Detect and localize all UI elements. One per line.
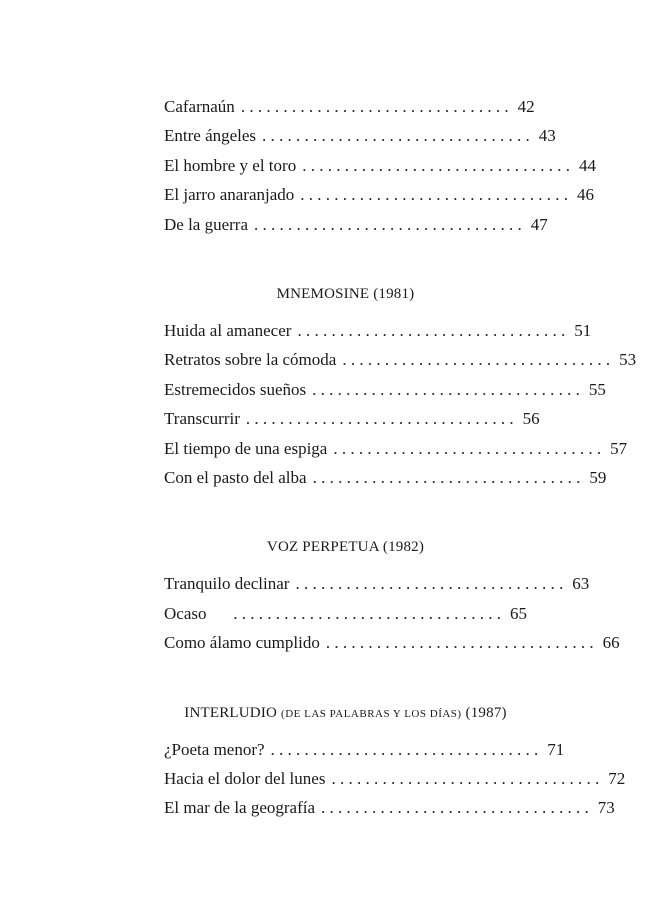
dot-leader: . . . . . . . . . . . . . . . . . . . . . . . . . . . . . . . . — [342, 350, 611, 370]
dot-leader: . . . . . . . . . . . . . . . . . . . . . . . . . . . . . . . . — [297, 321, 566, 340]
entry-page-number: 73 — [597, 798, 615, 818]
entry-title: Cafarnaún — [164, 97, 235, 116]
toc-entry — [164, 348, 637, 372]
entry-title: El mar de la geografía — [164, 798, 316, 818]
entry-title: Huida al amanecer — [164, 321, 292, 340]
entry-title: Retratos sobre la cómoda — [164, 350, 337, 370]
section-heading-year: (1987) — [465, 704, 507, 721]
dot-leader: . . . . . . . . . . . . . . . . . . . . . . . . . . . . . . . . — [300, 185, 569, 205]
toc-entry — [164, 796, 615, 820]
dot-leader: . . . . . . . . . . . . . . . . . . . . . . . . . . . . . . . . — [262, 126, 530, 146]
entry-page-number: 65 — [510, 603, 527, 623]
toc-entry — [164, 95, 535, 119]
dot-leader: . . . . . . . . . . . . . . . . . . . . . . . . . . . . . . . . — [312, 379, 580, 399]
section-heading-year: (1982) — [382, 539, 425, 556]
entry-title: Transcurrir — [164, 409, 240, 429]
dot-leader: . . . . . . . . . . . . . . . . . . . . . . . . . . . . . . . . — [270, 739, 539, 759]
toc-entry — [164, 466, 607, 490]
dot-leader: . . . . . . . . . . . . . . . . . . . . . . . . . . . . . . . . — [295, 574, 564, 594]
toc-entry — [164, 437, 628, 461]
entry-page-number: 51 — [574, 321, 592, 340]
toc-entry — [164, 124, 556, 148]
entry-title: Entre ángeles — [164, 126, 257, 146]
entry-title: Tranquilo declinar — [164, 574, 290, 594]
toc-entry — [164, 378, 606, 402]
entry-page-number: 57 — [610, 438, 628, 458]
dot-leader: . . . . . . . . . . . . . . . . . . . . . . . . . . . . . . . . — [240, 97, 509, 116]
dot-leader: . . . . . . . . . . . . . . . . . . . . . . . . . . . . . . . . — [312, 468, 581, 487]
entry-title: Con el pasto del alba — [164, 468, 307, 487]
entry-title: Hacia el dolor del lunes — [164, 769, 326, 788]
toc-entry — [164, 154, 596, 178]
dot-leader: . . . . . . . . . . . . . . . . . . . . . . . . . . . . . . . . — [245, 409, 514, 429]
dot-leader: . . . . . . . . . . . . . . . . . . . . . . . . . . . . . . . . — [254, 214, 522, 234]
entry-page-number: 63 — [572, 574, 590, 594]
entry-page-number: 55 — [588, 379, 606, 399]
section-heading — [164, 535, 527, 559]
entry-page-number: 47 — [530, 214, 548, 234]
entry-page-number: 56 — [522, 409, 540, 429]
section-heading — [164, 701, 527, 725]
entry-page-number: 46 — [577, 185, 595, 205]
toc-entry — [164, 319, 592, 343]
entry-title: El hombre y el toro — [164, 155, 297, 175]
toc-entry — [164, 602, 527, 626]
toc-entry — [164, 213, 548, 237]
toc-entry — [164, 183, 595, 207]
dot-leader: . . . . . . . . . . . . . . . . . . . . . . . . . . . . . . . . — [302, 155, 570, 175]
entry-title: ¿Poeta menor? — [164, 739, 265, 759]
toc-entry — [164, 407, 540, 431]
entry-title: De la guerra — [164, 214, 249, 234]
entry-title: El jarro anaranjado — [164, 185, 295, 205]
entry-page-number: 66 — [602, 633, 620, 653]
dot-leader: . . . . . . . . . . . . . . . . . . . . . . . . . . . . . . . . — [325, 633, 594, 653]
entry-title: Ocaso — [164, 603, 207, 623]
dot-leader: . . . . . . . . . . . . . . . . . . . . . . . . . . . . . . . . — [321, 798, 589, 818]
entry-page-number: 42 — [517, 97, 535, 116]
entry-page-number: 53 — [619, 350, 637, 370]
entry-title: Como álamo cumplido — [164, 633, 320, 653]
entry-title: El tiempo de una espiga — [164, 438, 328, 458]
toc-entry — [164, 572, 590, 596]
entry-page-number: 44 — [578, 155, 596, 175]
entry-page-number: 72 — [608, 769, 626, 788]
entry-page-number: 59 — [589, 468, 607, 487]
section-heading-subtitle: (DE LAS PALABRAS Y LOS DÍAS) — [281, 707, 462, 720]
toc-entry — [164, 738, 565, 762]
section-heading — [164, 282, 527, 306]
section-heading-title: MNEMOSINE — [276, 286, 370, 302]
section-heading-title: INTERLUDIO — [184, 704, 278, 721]
toc-entry — [164, 767, 626, 791]
entry-title: Estremecidos sueños — [164, 379, 307, 399]
entry-page-number: 71 — [547, 739, 565, 759]
dot-leader: . . . . . . . . . . . . . . . . . . . . . . . . . . . . . . . . — [233, 603, 501, 623]
section-heading-title: VOZ PERPETUA — [266, 539, 379, 556]
toc-entry — [164, 631, 620, 655]
dot-leader: . . . . . . . . . . . . . . . . . . . . . . . . . . . . . . . . — [333, 438, 602, 458]
dot-leader: . . . . . . . . . . . . . . . . . . . . . . . . . . . . . . . . — [331, 769, 600, 788]
entry-page-number: 43 — [538, 126, 556, 146]
section-heading-year: (1981) — [373, 286, 415, 302]
